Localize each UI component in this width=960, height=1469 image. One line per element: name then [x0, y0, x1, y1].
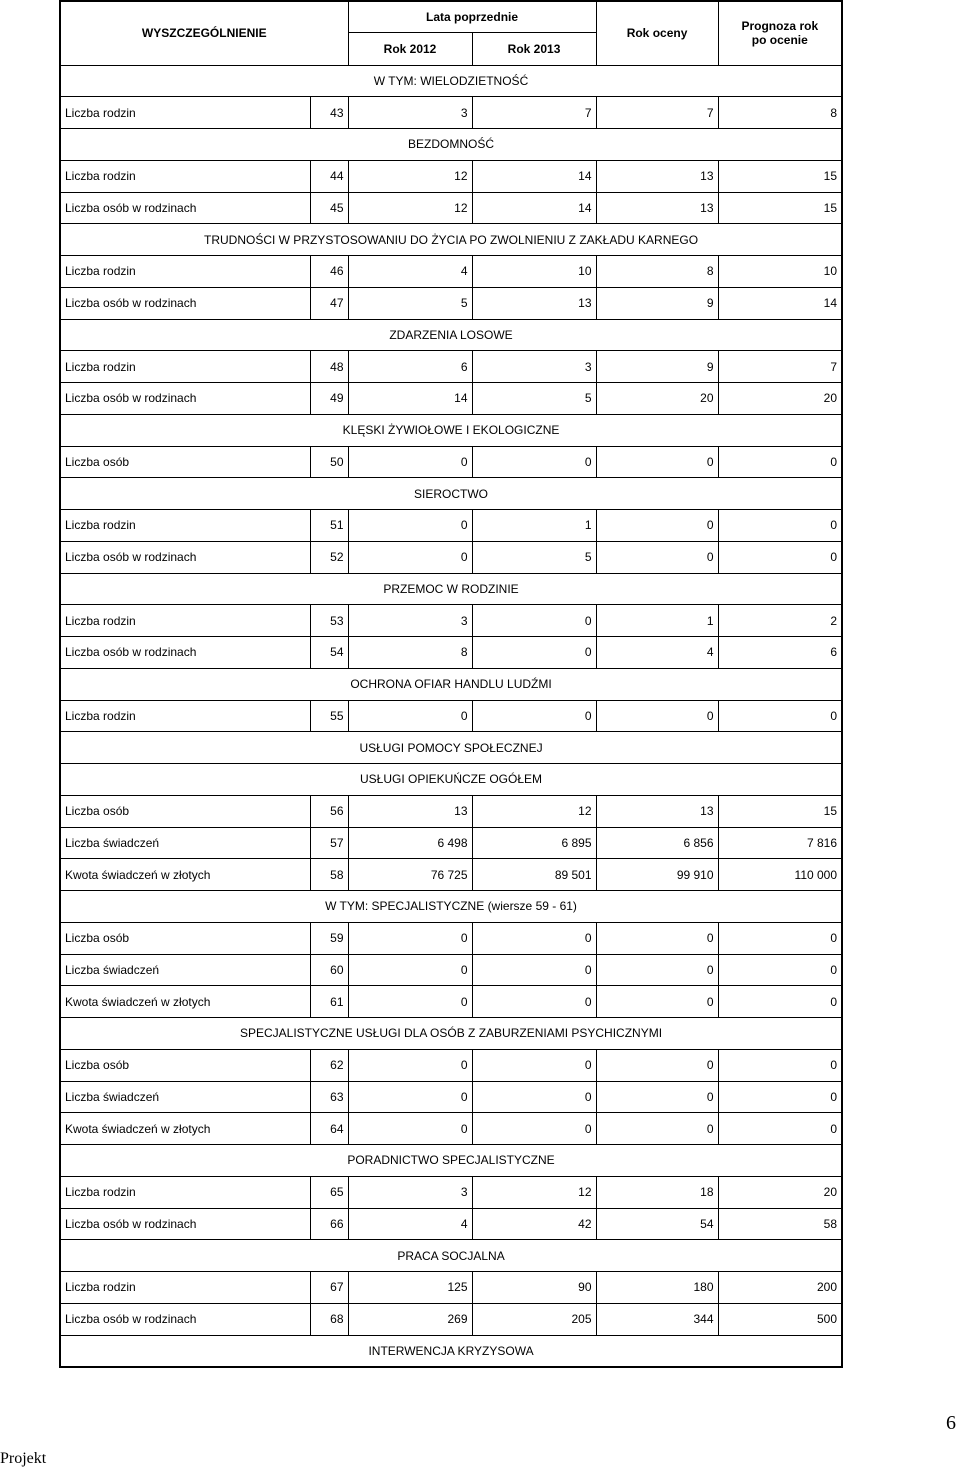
row-number: 53 — [310, 605, 348, 637]
value-2012: 5 — [348, 287, 472, 319]
value-2013: 3 — [472, 351, 596, 383]
value-assessment-year: 4 — [596, 637, 718, 669]
value-forecast: 0 — [718, 1049, 842, 1081]
row-number: 62 — [310, 1049, 348, 1081]
row-number: 51 — [310, 510, 348, 542]
row-number: 64 — [310, 1113, 348, 1145]
row-label: Liczba osób w rodzinach — [60, 287, 310, 319]
row-label: Liczba rodzin — [60, 351, 310, 383]
value-2012: 0 — [348, 541, 472, 573]
section-row — [60, 414, 842, 446]
header-forecast-line2: po ocenie — [751, 33, 808, 48]
value-2013: 0 — [472, 1113, 596, 1145]
value-assessment-year: 20 — [596, 383, 718, 415]
value-forecast: 20 — [718, 383, 842, 415]
value-2012: 0 — [348, 700, 472, 732]
value-assessment-year: 13 — [596, 795, 718, 827]
row-label: Liczba osób — [60, 922, 310, 954]
value-2012: 0 — [348, 1081, 472, 1113]
value-forecast: 0 — [718, 510, 842, 542]
row-number: 44 — [310, 160, 348, 192]
row-number: 50 — [310, 446, 348, 478]
table-row — [60, 986, 842, 1018]
section-title: USŁUGI OPIEKUŃCZE OGÓŁEM — [60, 764, 842, 796]
value-2012: 0 — [348, 922, 472, 954]
header-forecast-line1: Prognoza rok — [741, 19, 819, 34]
table-row — [60, 922, 842, 954]
row-number: 68 — [310, 1303, 348, 1335]
row-number: 52 — [310, 541, 348, 573]
row-number: 54 — [310, 637, 348, 669]
value-2012: 8 — [348, 637, 472, 669]
value-assessment-year: 13 — [596, 160, 718, 192]
value-forecast: 15 — [718, 795, 842, 827]
section-row — [60, 668, 842, 700]
value-2012: 125 — [348, 1272, 472, 1304]
value-forecast: 20 — [718, 1176, 842, 1208]
row-label: Liczba świadczeń — [60, 954, 310, 986]
value-assessment-year: 0 — [596, 986, 718, 1018]
statistics-table — [59, 0, 843, 1368]
row-number: 59 — [310, 922, 348, 954]
section-title: PORADNICTWO SPECJALISTYCZNE — [60, 1145, 842, 1177]
value-forecast: 0 — [718, 700, 842, 732]
value-2013: 5 — [472, 541, 596, 573]
row-label: Kwota świadczeń w złotych — [60, 859, 310, 891]
row-label: Liczba osób — [60, 446, 310, 478]
value-forecast: 0 — [718, 954, 842, 986]
value-2013: 89 501 — [472, 859, 596, 891]
row-label: Liczba osób — [60, 795, 310, 827]
value-2012: 0 — [348, 1049, 472, 1081]
value-2012: 0 — [348, 986, 472, 1018]
row-number: 63 — [310, 1081, 348, 1113]
value-forecast: 110 000 — [718, 859, 842, 891]
section-title: INTERWENCJA KRYZYSOWA — [60, 1335, 842, 1367]
value-2012: 0 — [348, 954, 472, 986]
section-title: PRACA SOCJALNA — [60, 1240, 842, 1272]
value-2013: 14 — [472, 160, 596, 192]
value-assessment-year: 0 — [596, 446, 718, 478]
value-assessment-year: 0 — [596, 541, 718, 573]
header-year-2012: Rok 2012 — [348, 32, 472, 65]
section-title: SPECJALISTYCZNE USŁUGI DLA OSÓB Z ZABURZENIAMI PSYCHICZNYMI — [60, 1018, 842, 1050]
value-assessment-year: 9 — [596, 287, 718, 319]
section-row — [60, 1335, 842, 1367]
row-label: Liczba osób w rodzinach — [60, 541, 310, 573]
header-description: WYSZCZEGÓLNIENIE — [60, 1, 348, 65]
table-row — [60, 160, 842, 192]
row-number: 55 — [310, 700, 348, 732]
section-row — [60, 129, 842, 161]
row-number: 60 — [310, 954, 348, 986]
value-forecast: 500 — [718, 1303, 842, 1335]
value-forecast: 58 — [718, 1208, 842, 1240]
value-forecast: 7 816 — [718, 827, 842, 859]
table-row — [60, 859, 842, 891]
row-label: Liczba osób w rodzinach — [60, 1208, 310, 1240]
table-row — [60, 1081, 842, 1113]
section-row — [60, 319, 842, 351]
section-row — [60, 1240, 842, 1272]
value-forecast: 0 — [718, 986, 842, 1018]
row-label: Liczba osób w rodzinach — [60, 637, 310, 669]
value-2012: 0 — [348, 1113, 472, 1145]
value-2012: 12 — [348, 192, 472, 224]
value-assessment-year: 0 — [596, 510, 718, 542]
row-number: 43 — [310, 97, 348, 129]
value-forecast: 0 — [718, 446, 842, 478]
value-2012: 12 — [348, 160, 472, 192]
value-assessment-year: 0 — [596, 954, 718, 986]
value-assessment-year: 99 910 — [596, 859, 718, 891]
row-number: 47 — [310, 287, 348, 319]
row-label: Liczba rodzin — [60, 700, 310, 732]
row-number: 66 — [310, 1208, 348, 1240]
section-row — [60, 65, 842, 97]
row-label: Kwota świadczeń w złotych — [60, 986, 310, 1018]
value-2012: 4 — [348, 256, 472, 288]
row-label: Liczba rodzin — [60, 97, 310, 129]
table-row — [60, 1208, 842, 1240]
row-number: 49 — [310, 383, 348, 415]
row-number: 45 — [310, 192, 348, 224]
value-assessment-year: 9 — [596, 351, 718, 383]
value-2013: 0 — [472, 446, 596, 478]
row-label: Liczba osób w rodzinach — [60, 192, 310, 224]
value-assessment-year: 344 — [596, 1303, 718, 1335]
row-label: Liczba rodzin — [60, 1176, 310, 1208]
value-forecast: 2 — [718, 605, 842, 637]
section-row — [60, 764, 842, 796]
value-2013: 0 — [472, 605, 596, 637]
section-title: W TYM: WIELODZIETNOŚĆ — [60, 65, 842, 97]
value-assessment-year: 18 — [596, 1176, 718, 1208]
value-forecast: 14 — [718, 287, 842, 319]
value-2012: 76 725 — [348, 859, 472, 891]
value-assessment-year: 8 — [596, 256, 718, 288]
table-row — [60, 1272, 842, 1304]
table-row — [60, 637, 842, 669]
section-title: BEZDOMNOŚĆ — [60, 129, 842, 161]
table-body — [60, 65, 842, 1367]
value-2012: 3 — [348, 97, 472, 129]
table-row — [60, 827, 842, 859]
section-title: USŁUGI POMOCY SPOŁECZNEJ — [60, 732, 842, 764]
footer-draft-label: Projekt — [0, 1450, 47, 1467]
header-year-2013: Rok 2013 — [472, 32, 596, 65]
section-title: W TYM: SPECJALISTYCZNE (wiersze 59 - 61) — [60, 891, 842, 923]
page-number: 6 — [946, 1412, 956, 1434]
value-2013: 0 — [472, 954, 596, 986]
section-row — [60, 224, 842, 256]
value-2012: 0 — [348, 446, 472, 478]
row-label: Liczba rodzin — [60, 160, 310, 192]
value-assessment-year: 1 — [596, 605, 718, 637]
value-2013: 0 — [472, 700, 596, 732]
value-2013: 0 — [472, 986, 596, 1018]
value-2012: 14 — [348, 383, 472, 415]
row-number: 67 — [310, 1272, 348, 1304]
table-row — [60, 97, 842, 129]
value-2013: 14 — [472, 192, 596, 224]
table-row — [60, 446, 842, 478]
table-row — [60, 383, 842, 415]
value-assessment-year: 7 — [596, 97, 718, 129]
value-2013: 0 — [472, 1081, 596, 1113]
value-2013: 0 — [472, 637, 596, 669]
section-row — [60, 1145, 842, 1177]
value-forecast: 0 — [718, 1081, 842, 1113]
value-forecast: 0 — [718, 541, 842, 573]
row-label: Liczba osób — [60, 1049, 310, 1081]
value-forecast: 200 — [718, 1272, 842, 1304]
value-2013: 6 895 — [472, 827, 596, 859]
row-number: 57 — [310, 827, 348, 859]
row-label: Liczba rodzin — [60, 510, 310, 542]
row-label: Kwota świadczeń w złotych — [60, 1113, 310, 1145]
row-number: 61 — [310, 986, 348, 1018]
table-row — [60, 605, 842, 637]
table-row — [60, 1113, 842, 1145]
value-forecast: 6 — [718, 637, 842, 669]
row-number: 56 — [310, 795, 348, 827]
table-row — [60, 192, 842, 224]
section-row — [60, 1018, 842, 1050]
section-row — [60, 573, 842, 605]
table-row — [60, 1176, 842, 1208]
value-forecast: 0 — [718, 1113, 842, 1145]
value-2013: 42 — [472, 1208, 596, 1240]
value-2012: 6 — [348, 351, 472, 383]
table-row — [60, 256, 842, 288]
value-assessment-year: 0 — [596, 1049, 718, 1081]
value-2013: 90 — [472, 1272, 596, 1304]
section-title: OCHRONA OFIAR HANDLU LUDŹMI — [60, 668, 842, 700]
value-2012: 0 — [348, 510, 472, 542]
row-label: Liczba świadczeń — [60, 827, 310, 859]
row-label: Liczba rodzin — [60, 1272, 310, 1304]
value-forecast: 15 — [718, 192, 842, 224]
row-number: 65 — [310, 1176, 348, 1208]
row-number: 58 — [310, 859, 348, 891]
header-assessment-year: Rok oceny — [596, 1, 718, 65]
value-assessment-year: 0 — [596, 1081, 718, 1113]
table-row — [60, 1049, 842, 1081]
row-label: Liczba rodzin — [60, 605, 310, 637]
row-number: 46 — [310, 256, 348, 288]
section-row — [60, 478, 842, 510]
section-row — [60, 732, 842, 764]
value-2013: 0 — [472, 1049, 596, 1081]
value-assessment-year: 0 — [596, 1113, 718, 1145]
value-2012: 269 — [348, 1303, 472, 1335]
row-label: Liczba rodzin — [60, 256, 310, 288]
value-2013: 5 — [472, 383, 596, 415]
value-assessment-year: 180 — [596, 1272, 718, 1304]
row-number: 48 — [310, 351, 348, 383]
table-row — [60, 795, 842, 827]
value-forecast: 0 — [718, 922, 842, 954]
value-2013: 205 — [472, 1303, 596, 1335]
table-row — [60, 541, 842, 573]
value-2012: 3 — [348, 605, 472, 637]
value-2013: 12 — [472, 795, 596, 827]
row-label: Liczba osób w rodzinach — [60, 383, 310, 415]
value-forecast: 8 — [718, 97, 842, 129]
section-title: ZDARZENIA LOSOWE — [60, 319, 842, 351]
table-row — [60, 1303, 842, 1335]
value-2012: 3 — [348, 1176, 472, 1208]
value-2013: 13 — [472, 287, 596, 319]
header-previous-years: Lata poprzednie — [348, 1, 596, 32]
value-assessment-year: 13 — [596, 192, 718, 224]
value-assessment-year: 54 — [596, 1208, 718, 1240]
value-2012: 13 — [348, 795, 472, 827]
value-forecast: 15 — [718, 160, 842, 192]
value-2013: 12 — [472, 1176, 596, 1208]
value-2013: 0 — [472, 922, 596, 954]
value-forecast: 7 — [718, 351, 842, 383]
row-label: Liczba świadczeń — [60, 1081, 310, 1113]
header-forecast — [718, 1, 842, 65]
table-row — [60, 700, 842, 732]
value-forecast: 10 — [718, 256, 842, 288]
section-row — [60, 891, 842, 923]
section-title: TRUDNOŚCI W PRZYSTOSOWANIU DO ŻYCIA PO ZWOLNIENIU Z ZAKŁADU KARNEGO — [60, 224, 842, 256]
row-label: Liczba osób w rodzinach — [60, 1303, 310, 1335]
value-2013: 1 — [472, 510, 596, 542]
table-row — [60, 954, 842, 986]
value-assessment-year: 0 — [596, 922, 718, 954]
value-2012: 6 498 — [348, 827, 472, 859]
value-2013: 10 — [472, 256, 596, 288]
value-2012: 4 — [348, 1208, 472, 1240]
section-title: KLĘSKI ŻYWIOŁOWE I EKOLOGICZNE — [60, 414, 842, 446]
value-2013: 7 — [472, 97, 596, 129]
section-title: SIEROCTWO — [60, 478, 842, 510]
value-assessment-year: 0 — [596, 700, 718, 732]
table-row — [60, 510, 842, 542]
section-title: PRZEMOC W RODZINIE — [60, 573, 842, 605]
table-row — [60, 287, 842, 319]
table-row — [60, 351, 842, 383]
value-assessment-year: 6 856 — [596, 827, 718, 859]
